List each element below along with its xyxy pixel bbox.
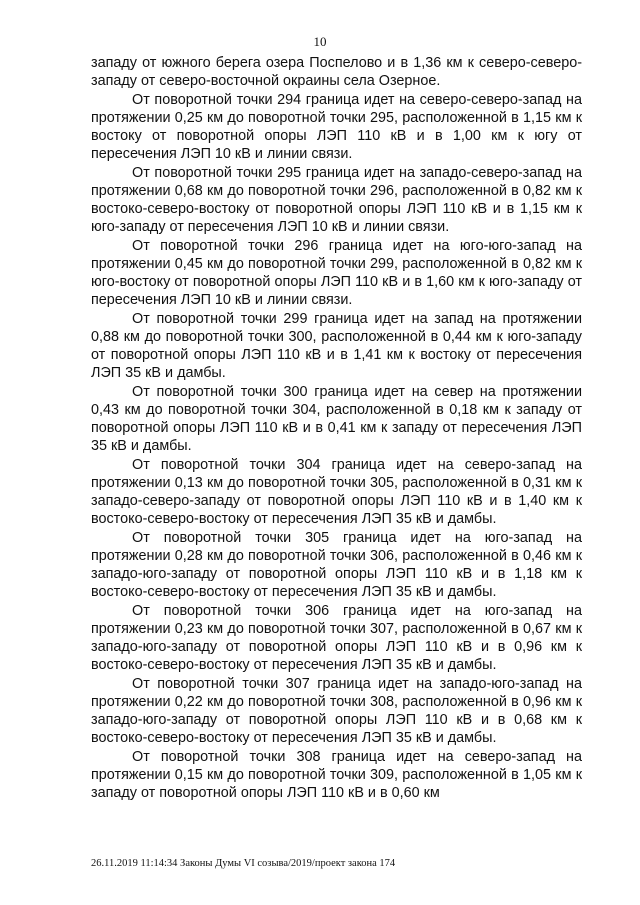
document-body — [91, 54, 582, 803]
footer-timestamp-path: 26.11.2019 11:14:34 Законы Думы VI созыва/2019/проект закона 174 — [91, 858, 396, 869]
paragraph-point-295: От поворотной точки 295 граница идет на западо-северо-запад на протяжении 0,68 км до поворотной точки 296, расположенной в 0,82 км к востоко-северо-востоку от поворотной опоры ЛЭП 110 кВ и в 1,15 км к юго-западу от пересечения ЛЭП 10 кВ и линии связи. — [91, 165, 582, 235]
paragraph-point-294: От поворотной точки 294 граница идет на северо-северо-запад на протяжении 0,25 км до поворотной точки 295, расположенной в 1,15 км к востоку от поворотной опоры ЛЭП 110 кВ и в 1,00 км к югу от пересечения ЛЭП 10 кВ и линии связи. — [91, 92, 582, 162]
page-number: 10 — [313, 34, 327, 49]
paragraph-point-296: От поворотной точки 296 граница идет на юго-юго-запад на протяжении 0,45 км до поворотной точки 299, расположенной в 0,82 км к юго-востоку от поворотной опоры ЛЭП 110 кВ и в 1,60 км к юго-западу от пересечения ЛЭП 10 кВ и линии связи. — [91, 238, 582, 308]
paragraph-point-307: От поворотной точки 307 граница идет на западо-юго-запад на протяжении 0,22 км до поворотной точки 308, расположенной в 0,96 км к западо-юго-западу от поворотной опоры ЛЭП 110 кВ и в 0,68 км к востоко-северо-востоку от пересечения ЛЭП 35 кВ и дамбы. — [91, 676, 582, 746]
paragraph-point-305: От поворотной точки 305 граница идет на юго-запад на протяжении 0,28 км до поворотной точки 306, расположенной в 0,46 км к западо-юго-западу от поворотной опоры ЛЭП 110 кВ и в 1,18 км к востоко-северо-востоку от пересечения ЛЭП 35 кВ и дамбы. — [91, 530, 582, 600]
paragraph-point-300: От поворотной точки 300 граница идет на север на протяжении 0,43 км до поворотной точки 304, расположенной в 0,18 км к западу от поворотной опоры ЛЭП 110 кВ и в 0,41 км к западу от пересечения ЛЭП 35 кВ и дамбы. — [91, 384, 582, 454]
paragraph-point-304: От поворотной точки 304 граница идет на северо-запад на протяжении 0,13 км до поворотной точки 305, расположенной в 0,31 км к западо-северо-западу от поворотной опоры ЛЭП 110 кВ и в 1,40 км к востоко-северо-востоку от пересечения ЛЭП 35 кВ и дамбы. — [91, 457, 582, 527]
paragraph-point-299: От поворотной точки 299 граница идет на запад на протяжении 0,88 км до поворотной точки 300, расположенной в 0,44 км к юго-западу от поворотной опоры ЛЭП 110 кВ и в 1,41 км к востоку от пересечения ЛЭП 35 кВ и дамбы. — [91, 311, 582, 381]
paragraph-point-308: От поворотной точки 308 граница идет на северо-запад на протяжении 0,15 км до поворотной точки 309, расположенной в 1,05 км к западу от поворотной опоры ЛЭП 110 кВ и в 0,60 км — [91, 749, 582, 801]
paragraph-continuation: западу от южного берега озера Поспелово и в 1,36 км к северо-северо-западу от северо-восточной окраины села Озерное. — [91, 55, 582, 89]
paragraph-point-306: От поворотной точки 306 граница идет на юго-запад на протяжении 0,23 км до поворотной точки 307, расположенной в 0,67 км к западо-юго-западу от поворотной опоры ЛЭП 110 кВ и в 0,96 км к востоко-северо-востоку от пересечения ЛЭП 35 кВ и дамбы. — [91, 603, 582, 673]
